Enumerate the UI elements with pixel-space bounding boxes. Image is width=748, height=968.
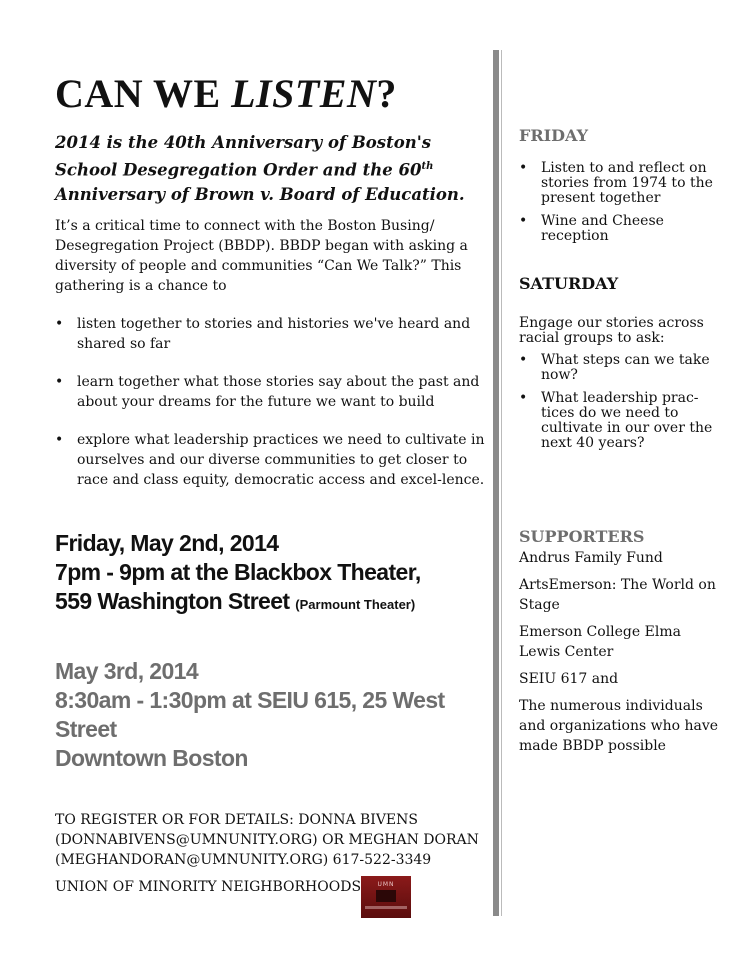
registration-info: TO REGISTER OR FOR DETAILS: DONNA BIVENS (DONNABIVENS@UMNUNITY.ORG) OR MEGHAN DORAN (MEGHANDORAN@UMNUNITY.ORG) 617-522-3349: [55, 812, 479, 868]
bullet-icon: •: [519, 160, 528, 176]
supporters-list: [519, 548, 724, 763]
supporter-item: The numerous individuals and organizations who have made BBDP possible: [519, 698, 719, 754]
title-emphasis: LISTEN: [231, 71, 377, 116]
list-item: [55, 372, 485, 412]
friday-event-details: [55, 529, 495, 619]
friday-list: [519, 161, 719, 252]
subtitle-superscript: th: [421, 161, 434, 172]
list-item: [55, 430, 485, 490]
saturday-intro: Engage our stories across racial groups to ask:: [519, 315, 704, 346]
saturday-list: [519, 353, 719, 459]
supporter-item: ArtsEmerson: The World on Stage: [519, 577, 716, 613]
subtitle-text: Anniversary of Brown v. Board of Education.: [55, 184, 465, 204]
event-venue-note: (Parmount Theater): [295, 597, 416, 612]
list-item-text: Listen to and reflect on stories from 1974 to the present together: [541, 160, 713, 206]
column-divider-line: [501, 50, 502, 916]
event-time-venue: 7pm - 9pm at the Blackbox Theater,: [55, 559, 421, 585]
umn-logo: [361, 876, 411, 918]
title-part: CAN WE: [55, 71, 232, 116]
event-location: Downtown Boston: [55, 745, 248, 771]
event-time-venue: 8:30am - 1:30pm at SEIU 615, 25 West Street: [55, 687, 445, 742]
intro-paragraph: It’s a critical time to connect with the Boston Busing/ Desegregation Project (BBDP). BBDP began with asking a diversity of people and communities “Can We Talk?” This gathering is a chance to: [55, 218, 468, 294]
event-date: Friday, May 2nd, 2014: [55, 530, 279, 556]
list-item-text: learn together what those stories say about the past and about your dreams for the future we want to build: [77, 374, 480, 410]
friday-heading: FRIDAY: [519, 126, 589, 145]
event-address: 559 Washington Street: [55, 588, 290, 614]
logo-mark: [376, 890, 396, 902]
list-item-text: explore what leadership practices we need to cultivate in ourselves and our diverse communities to get closer to race and class equity, democratic access and excel-lence.: [77, 432, 485, 488]
bullet-icon: •: [55, 432, 64, 448]
saturday-event-details: [55, 657, 495, 773]
logo-text: UMN: [377, 881, 395, 888]
bullet-icon: •: [519, 390, 528, 406]
list-item: [55, 314, 485, 354]
bullet-icon: •: [519, 352, 528, 368]
subtitle-text: 2014 is the 40th Anniversary of Boston's School Desegregation Order and the 60: [55, 133, 432, 180]
logo-line: [365, 906, 407, 909]
subtitle: [55, 131, 485, 207]
list-item-text: What leadership prac-tices do we need to cultivate in our over the next 40 years?: [541, 390, 713, 451]
list-item-text: Wine and Cheese reception: [541, 213, 664, 244]
saturday-heading: SATURDAY: [519, 274, 619, 293]
page-title: [55, 70, 397, 117]
organization-name: UNION OF MINORITY NEIGHBORHOODS: [55, 879, 362, 895]
list-item: [519, 391, 719, 451]
supporter-item: Andrus Family Fund: [519, 550, 663, 566]
bullet-icon: •: [55, 374, 64, 390]
column-divider: [493, 50, 499, 916]
title-part: ?: [376, 71, 397, 116]
supporter-item: Emerson College Elma Lewis Center: [519, 624, 681, 660]
supporters-heading: SUPPORTERS: [519, 527, 645, 546]
bullet-icon: •: [55, 316, 64, 332]
supporter-item: SEIU 617 and: [519, 671, 619, 687]
list-item: [519, 214, 719, 244]
bullet-icon: •: [519, 213, 528, 229]
list-item: [519, 161, 719, 206]
purpose-list: [55, 314, 485, 508]
list-item: [519, 353, 719, 383]
event-date: May 3rd, 2014: [55, 658, 199, 684]
list-item-text: listen together to stories and histories we've heard and shared so far: [77, 316, 471, 352]
list-item-text: What steps can we take now?: [541, 352, 710, 383]
